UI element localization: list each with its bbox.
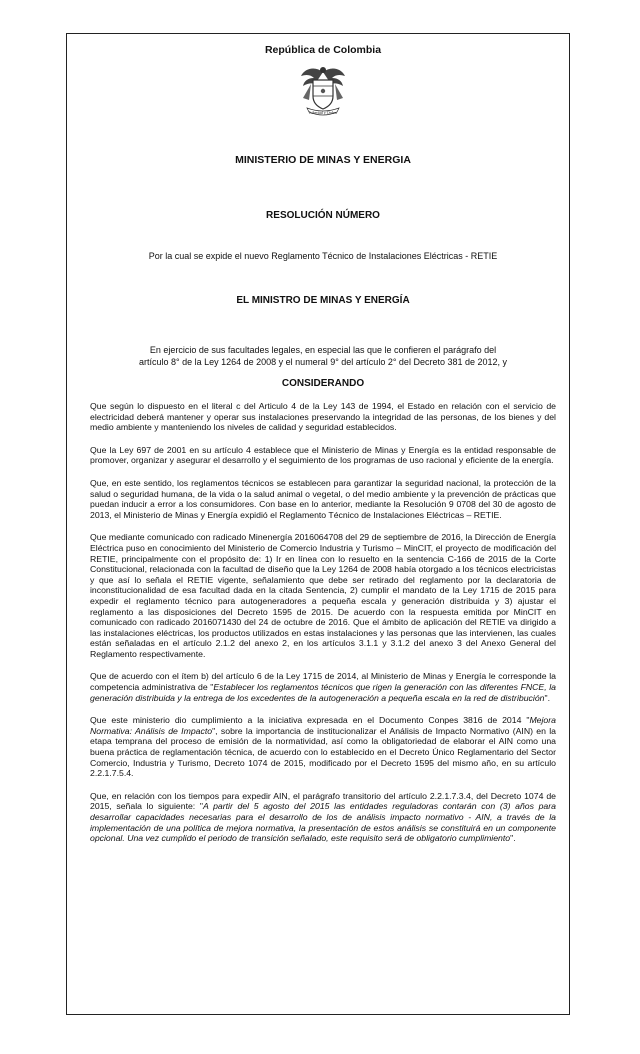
paragraph-5-intro: Que de acuerdo con el ítem b) del artículo 6 de la Ley 1715 de 2014, al Ministerio de Minas y Energía le corresponde la competencia administrativa de " bbox=[90, 671, 556, 693]
paragraph-3: Que, en este sentido, los reglamentos técnicos se establecen para garantizar la seguridad nacional, la protección de la salud o seguridad humana, de la vida o la salud animal o vegetal, o del medio ambiente y la prevención de prácticas que puedan inducir a error a los consumidores. Con base en lo anterior, mediante la Resolución 9 0708 del 30 de agosto de 2013, el Ministerio de Minas y Energía expidió el Reglamento Técnico de Instalaciones Eléctricas – RETIE. bbox=[90, 477, 556, 520]
powers-line-2: artículo 8° de la Ley 1264 de 2008 y el numeral 9° del artículo 2° del Decreto 381 de 2012, y bbox=[138, 357, 508, 367]
powers-line-1: En ejercicio de sus facultades legales, en especial las que le confieren el parágrafo del bbox=[149, 345, 497, 355]
document-body bbox=[90, 44, 556, 844]
paragraph-7-intro: Que, en relación con los tiempos para expedir AIN, el parágrafo transitorio del artículo 2.2.1.7.3.4, del Decreto 1074 de 2015, señala lo siguiente: " bbox=[90, 790, 556, 812]
paragraph-5-quote: Establecer los reglamentos técnicos que rigen la generación con las diferentes FNCE, la generación distribuida y la entrega de los excedentes de la autogeneración a pequeña escala en la red de distribución bbox=[90, 682, 556, 703]
paragraph-7 bbox=[90, 791, 556, 844]
paragraph-1: Que según lo dispuesto en el literal c del Articulo 4 de la Ley 143 de 1994, el Estado en relación con el servicio de electricidad deberá mantener y operar sus instalaciones preservando la integridad de las personas, de los bienes y del medio ambiente y manteniendo los niveles de calidad y seguridad establecidos. bbox=[90, 401, 556, 433]
paragraph-6-rest: ", sobre la importancia de institucionalizar el Análisis de Impacto Normativo (AIN) en la etapa temprana del proceso de emisión de la normatividad, así como la obligatoriedad de elaborar el AIN como una buena práctica de reglamentación técnica, de acuerdo con lo establecido en el Decreto Único Reglamentario del Sector Comercio, Industria y Turismo, Decreto 1074 de 2015, modificado por el Decreto 1595 del mismo año, en su artículo 2.2.1.7.5.4. bbox=[90, 725, 557, 779]
paragraph-7-end: ". bbox=[510, 833, 516, 844]
country-heading: República de Colombia bbox=[264, 44, 382, 56]
ministry-heading: MINISTERIO DE MINAS Y ENERGIA bbox=[235, 154, 411, 166]
legal-powers-statement bbox=[90, 344, 556, 368]
motto-text: Libertad y Orden bbox=[309, 110, 337, 115]
paragraph-5-end: ". bbox=[544, 692, 550, 703]
minister-heading: EL MINISTRO DE MINAS Y ENERGÍA bbox=[236, 295, 410, 306]
paragraph-6-intro: Que este ministerio dio cumplimiento a la iniciativa expresada en el Documento Conpes 3816 de 2014 " bbox=[90, 715, 530, 726]
paragraph-7-quote: A partir del 5 agosto del 2015 las entidades reguladoras contarán con (3) años para desarrollar capacidades necesarias para el desarrollo de los de análisis impacto normativo - AIN, a través de la implementación de una política de mejora normativa, la presentación de estos análisis se constituirá en un componente opcional. Una vez cumplido el periodo de transición señalado, este requisito será de obligatorio cumplimiento bbox=[90, 801, 556, 844]
considering-heading: CONSIDERANDO bbox=[281, 378, 365, 389]
paragraph-4: Que mediante comunicado con radicado Minenergía 2016064708 del 29 de septiembre de 2016, la Dirección de Energía Eléctrica puso en conocimiento del Ministerio de Comercio Industria y Turismo – MinCIT, el proyecto de modificación del RETIE, principalmente con el propósito de: 1) Ir en línea con lo resuelto en la sentencia C-166 de 2015 de la Corte Constitucional, relacionada con la facultad de diseño que la Ley 1264 de 2008 había otorgado a los técnicos electricistas y que así lo señala el RETIE vigente, señalamiento que debe ser retirado del reglamento por la declaratoria de inconstitucionalidad de esa facultad dada en la citada Sentencia, 2) cumplir el mandato de la Ley 1715 de 2015 para expedir el reglamento técnico para autogeneradores a pequeña escala y generación distribuida y 3) ajustar el reglamento a las disposiciones del Decreto 1595 de 2015. De acuerdo con la respuesta emitida por MinCIT en comunicado con radicado 2016071430 del 24 de octubre de 2016. Que el ámbito de aplicación del RETIE va dirigido a las instalaciones eléctricas, los productos utilizados en estas instalaciones y las personas que las intervienen, las cuales están señaladas en el artículo 2.1.2 del anexo 2, en los artículos 3.1.1 y 3.1.2 del anexo 3 del Anexo General del Reglamento respectivamente. bbox=[90, 532, 556, 659]
paragraph-6-title: Mejora Normativa: Análisis de Impacto bbox=[90, 715, 556, 736]
colombia-coat-of-arms-icon bbox=[295, 62, 351, 120]
resolution-number-heading: RESOLUCIÓN NÚMERO bbox=[266, 210, 380, 221]
paragraph-5 bbox=[90, 671, 556, 703]
resolution-subject: Por la cual se expide el nuevo Reglamento Técnico de Instalaciones Eléctricas - RETIE bbox=[148, 251, 498, 261]
paragraph-6 bbox=[90, 715, 556, 779]
paragraph-2: Que la Ley 697 de 2001 en su artículo 4 establece que el Ministerio de Minas y Energía es la entidad responsable de promover, organizar y asegurar el desarrollo y el seguimiento de los programas de uso racional y eficiente de la energía. bbox=[90, 444, 556, 466]
